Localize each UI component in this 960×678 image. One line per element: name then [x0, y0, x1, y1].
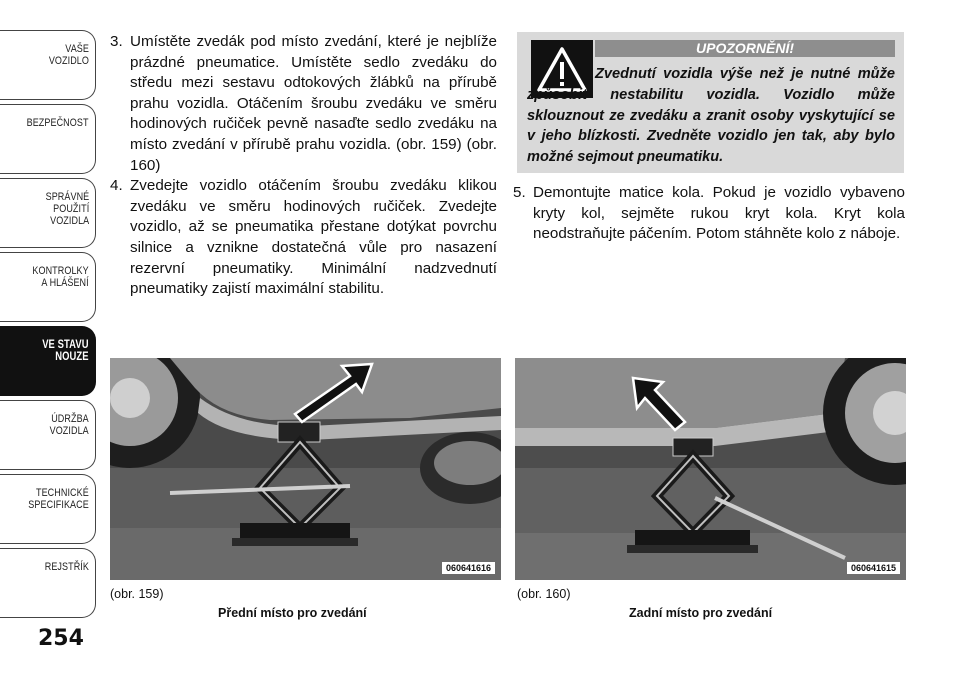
front-jack-photo: [110, 358, 501, 580]
tab-label: SPRÁVNÉ POUŽITÍ VOZIDLA: [45, 191, 89, 227]
figure-code: 060641615: [847, 562, 900, 574]
tab-spravne-pouziti[interactable]: [0, 178, 96, 248]
warning-box: [517, 32, 904, 173]
figure-label: (obr. 160): [517, 587, 571, 601]
page-number: 254: [38, 626, 84, 651]
step-number: 4.: [110, 177, 123, 195]
tab-label: ÚDRŽBA VOZIDLA: [49, 413, 89, 437]
tab-label: KONTROLKY A HLÁŠENÍ: [32, 265, 89, 289]
tab-label: VAŠE VOZIDLO: [48, 43, 89, 67]
step-4: [110, 176, 497, 300]
tab-label: REJSTŘÍK: [44, 561, 89, 573]
chapter-tabs: [0, 0, 100, 678]
step-number: 3.: [110, 33, 123, 50]
step-number: 5.: [513, 184, 526, 201]
tab-ve-stavu-nouze[interactable]: [0, 326, 96, 396]
figure-rear-jack-point: [515, 358, 906, 580]
step-5: [513, 183, 905, 245]
tab-vase-vozidlo[interactable]: [0, 30, 96, 100]
tab-label: TECHNICKÉ SPECIFIKACE: [28, 487, 89, 511]
rear-jack-photo: [515, 358, 906, 580]
warning-title: UPOZORNĚNÍ!: [595, 40, 895, 57]
tab-rejstrik[interactable]: [0, 548, 96, 618]
warning-text: Zvednutí vozidla výše než je nutné může způsobit nestabilitu vozidla. Vozidlo může sklouznout ze zvedáku a zranit osoby vyskytující se v jeho blízkosti. Zvedněte vozidlo jen tak, aby bylo možné sejmout pneumatiku.: [527, 66, 895, 166]
figure-caption: Přední místo pro zvedání: [218, 606, 367, 620]
tab-kontrolky[interactable]: [0, 252, 96, 322]
tab-udrzba[interactable]: [0, 400, 96, 470]
step-text: Zvedejte vozidlo otáčením šroubu zvedáku klikou zvedáku ve směru hodinových ručiček. Zvedejte vozidlo, až se pneumatika přestane dotýkat povrchu silnice a vznikne dostatečná vůle pro nasazení rezervní pneumatiky. Minimální nadzvednutí pneumatiky zajistí maximální stabilitu.: [130, 177, 497, 298]
left-column: [110, 32, 497, 300]
figure-code: 060641616: [442, 562, 495, 574]
tab-label: VE STAVU NOUZE: [42, 339, 89, 363]
tab-label: BEZPEČNOST: [27, 117, 89, 129]
tab-technicke-specifikace[interactable]: [0, 474, 96, 544]
right-column: [513, 183, 905, 245]
tab-bezpecnost[interactable]: [0, 104, 96, 174]
step-text: Umístěte zvedák pod místo zvedání, které je nejblíže prázdné pneumatice. Umístěte sedlo zvedáku do středu mezi sestavu odtokových žlábků na přírubě prahu vozidla. Otáčením šroubu zvedáku ve směru hodinových ručiček pevně nasaďte sedlo zvedáku na místo zvedání v přírubě prahu vozidla. (obr. 159) (obr. 160): [130, 33, 497, 174]
figure-label: (obr. 159): [110, 587, 164, 601]
step-3: [110, 32, 497, 176]
figure-caption: Zadní místo pro zvedání: [629, 606, 773, 620]
figure-front-jack-point: [110, 358, 501, 580]
step-text: Demontujte matice kola. Pokud je vozidlo vybaveno kryty kol, sejměte rukou kryt kola. Kryt kola neodstraňujte páčením. Potom stáhněte kolo z náboje.: [533, 184, 905, 243]
